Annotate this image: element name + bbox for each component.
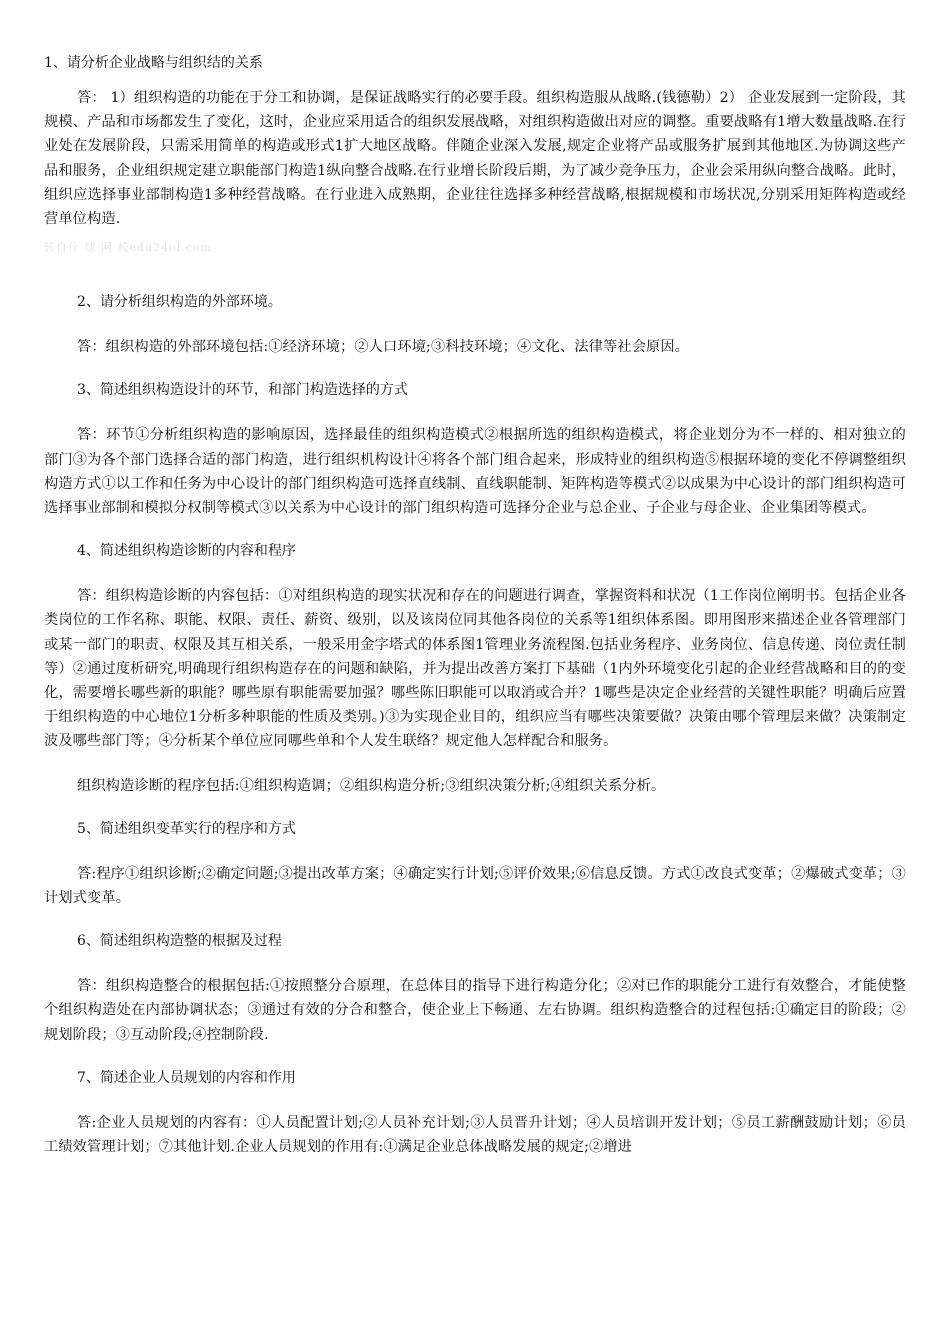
question-6-answer: 答：组织构造整合的根据包括:①按照整分合原理，在总体目的指导下进行构造分化；②对已作的职能分工进行有效整合，才能使整个组织构造处在内部协调状态；③通过有效的分合和整合，使企业上下畅通、左右协调。组织构造整合的过程包括:①确定目的阶段；②规划阶段；③互动阶段;④控制阶段. [44,978,906,1043]
watermark-text: 转自什 球 网 校edu24ol.com [44,241,212,255]
document-page [44,52,906,1159]
question-2-heading: 2、请分析组织构造的外部环境。 [77,294,282,311]
question-1-answer: 答： 1）组织构造的功能在于分工和协调，是保证战略实行的必要手段。组织构造服从战略.(钱德勒）2） 企业发展到一定阶段，其规模、产品和市场都发生了变化，这时，企业应采用适合的组织发展战略，对组织构造做出对应的调整。重要战略有1增大数量战略.在行业处在发展阶段，只需采用简单的构造或形式1扩大地区战略。伴随企业深入发展,规定企业将产品或服务扩展到其他地区.为协调这些产品和服务，企业组织规定建立职能部门构造1纵向整合战略.在行业增长阶段后期，为了减少竞争压力，企业会采用纵向整合战略。此时，组织应选择事业部制构造1多种经营战略。在行业进入成熟期，企业往往选择多种经营战略,根据规模和市场状况,分别采用矩阵构造或经营单位构造. [44,90,906,228]
question-7-answer: 答:企业人员规划的内容有：①人员配置计划;②人员补充计划;③人员晋升计划；④人员培训开发计划；⑤员工薪酬鼓励计划；⑥员工绩效管理计划；⑦其他计划.企业人员规划的作用有:①满足企业总体战略发展的规定;②增进 [44,1114,906,1156]
question-4-heading: 4、简述组织构造诊断的内容和程序 [77,543,296,560]
question-6-heading: 6、简述组织构造整的根据及过程 [77,933,282,950]
question-4-answer-procedure: 组织构造诊断的程序包括:①组织构造调；②组织构造分析;③组织决策分析;④组织关系分析。 [77,777,666,794]
question-2-answer: 答：组织构造的外部环境包括:①经济环境；②人口环境;③科技环境；④文化、法律等社会原因。 [77,339,690,356]
question-4-answer: 答：组织构造诊断的内容包括：①对组织构造的现实状况和存在的问题进行调查，掌握资料和状况（1工作岗位阐明书。包括企业各类岗位的工作名称、职能、权限、责任、薪资、级别，以及该岗位同其他各岗位的关系等1组织体系图。即用图形来描述企业各管理部门或某一部门的职责、权限及其互相关系，一般采用金字塔式的体系图1管理业务流程图.包括业务程序、业务岗位、信息传递、岗位责任制等）②通过度析研究,明确现行组织构造存在的问题和缺陷，并为提出改善方案打下基础（1内外环境变化引起的企业经营战略和目的的变化，需要增长哪些新的职能？哪些原有职能需要加强？哪些陈旧职能可以取消或合并？1哪些是决定企业经营的关键性职能？明确后应置于组织构造的中心地位1分析多种职能的性质及类别。)③为实现企业目的，组织应当有哪些决策要做？决策由哪个管理层来做？决策制定波及哪些部门等；④分析某个单位应同哪些单和个人发生联络？规定他人怎样配合和服务。 [44,588,906,750]
question-3-answer: 答：环节①分析组织构造的影响原因，选择最佳的组织构造模式②根据所选的组织构造模式，将企业划分为不一样的、相对独立的部门③为各个部门选择合适的部门构造，进行组织机构设计④将各个部门组合起来，形成特业的组织构造⑤根据环境的变化不停调整组织构造方式①以工作和任务为中心设计的部门组织构造可选择直线制、直线职能制、矩阵构造等模式②以成果为中心设计的部门组织构造可选择事业部制和模拟分权制等模式③以关系为中心设计的部门组织构造可选择分企业与总企业、子企业与母企业、企业集团等模式。 [44,427,906,517]
question-5-answer: 答:程序①组织诊断;②确定问题;③提出改革方案；④确定实行计划;⑤评价效果;⑥信息反馈。方式①改良式变革；②爆破式变革；③计划式变革。 [44,865,906,907]
question-3-heading: 3、简述组织构造设计的环节，和部门构造选择的方式 [77,382,408,399]
question-5-heading: 5、简述组织变革实行的程序和方式 [77,820,296,837]
question-1-heading: 1、请分析企业战略与组织结的关系 [44,55,263,71]
question-7-heading: 7、简述企业人员规划的内容和作用 [77,1069,296,1086]
